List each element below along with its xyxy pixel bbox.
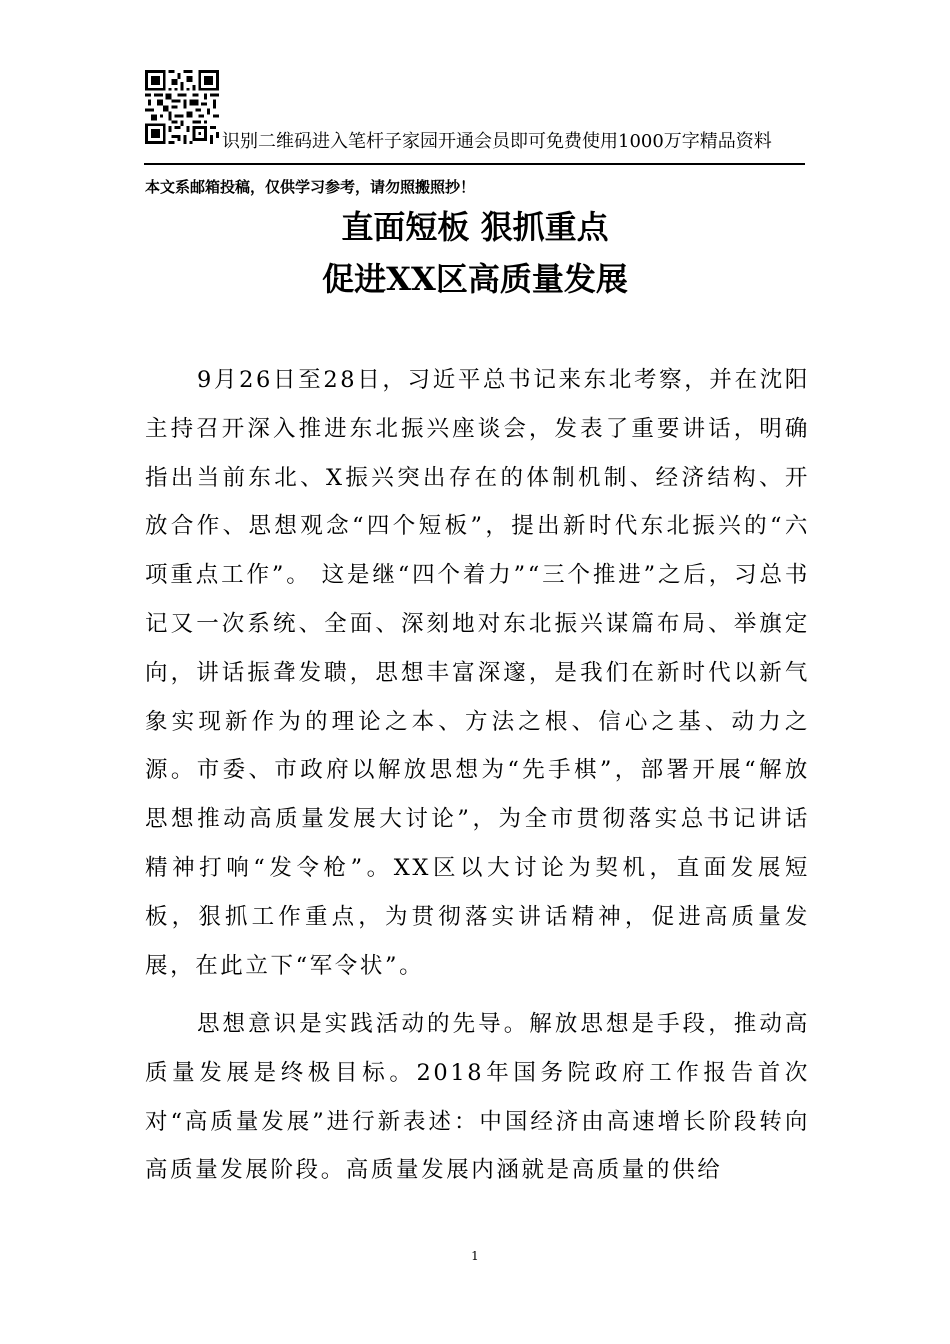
- page-number: 1: [471, 1249, 479, 1263]
- disclaimer: 本文系邮箱投稿，仅供学习参考，请勿照搬照抄！: [145, 178, 476, 196]
- document-title-line-2: 促进XX区高质量发展: [322, 260, 628, 298]
- header-note: 识别二维码进入笔杆子家园开通会员即可免费使用1000万字精品资料: [222, 131, 772, 152]
- document-title-line-1: 直面短板 狠抓重点: [341, 208, 609, 246]
- body-paragraph-1: 9月26日至28日，习近平总书记来东北考察，并在沈阳主持召开深入推进东北振兴座谈会，发表了重要讲话，明确指出当前东北、X振兴突出存在的体制机制、经济结构、开放合作、思想观念“四个短板”，提出新时代东北振兴的“六项重点工作”。 这是继“四个着力”“三个推进”之后，习总书记又一次系统、全面、深刻地对东北振兴谋篇布局、举旗定向，讲话振聋发聩，思想丰富深邃，是我们在新时代以新气象实现新作为的理论之本、方法之根、信心之基、动力之源。市委、市政府以解放思想为“先手棋”，部署开展“解放思想推动高质量发展大讨论”，为全市贯彻落实总书记讲话精神打响“发令枪”。XX区以大讨论为契机，直面发展短板，狠抓工作重点，为贯彻落实讲话精神，促进高质量发展，在此立下“军令状”。: [145, 367, 810, 979]
- body-paragraph-2: 思想意识是实践活动的先导。解放思想是手段，推动高质量发展是终极目标。2018年国务院政府工作报告首次对“高质量发展”进行新表述：中国经济由高速增长阶段转向高质量发展阶段。高质量发展内涵就是高质量的供给: [145, 1011, 810, 1184]
- header-divider: [144, 163, 805, 165]
- qr-code-icon: [145, 70, 219, 144]
